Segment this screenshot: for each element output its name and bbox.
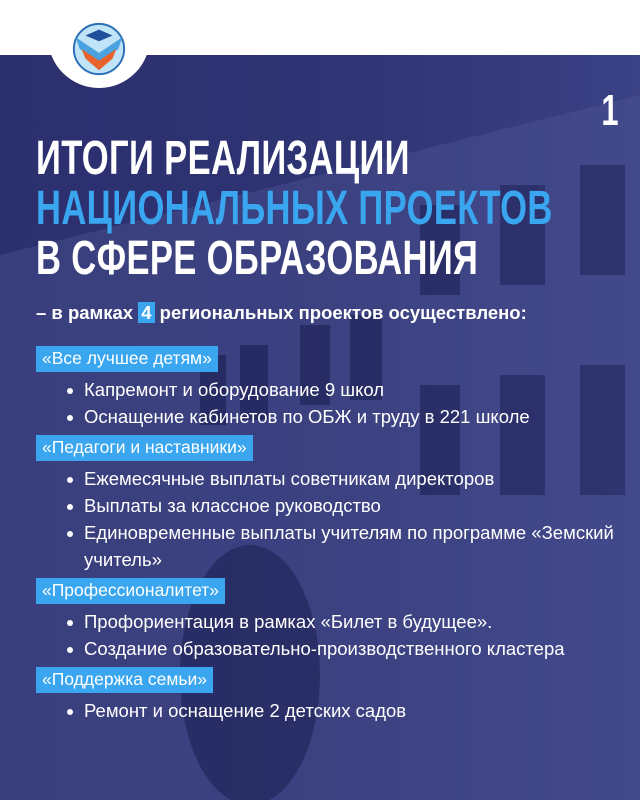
section-label: «Поддержка семьи» [36, 667, 213, 693]
list-item: Выплаты за классное руководство [64, 492, 616, 519]
list-item: Оснащение кабинетов по ОБЖ и труду в 221 школе [64, 403, 616, 430]
projects-count-badge: 4 [138, 302, 154, 323]
page-number: 1 [600, 86, 618, 135]
title-line-1: ИТОГИ РЕАЛИЗАЦИИ [36, 132, 410, 185]
section-label: «Все лучшее детям» [36, 346, 218, 372]
section-label: «Профессионалитет» [36, 578, 225, 604]
page-title [36, 134, 553, 284]
list-item: Капремонт и оборудование 9 школ [64, 376, 616, 403]
list-item: Единовременные выплаты учителям по программе «Земский учитель» [64, 519, 616, 573]
section-label: «Педагоги и наставники» [36, 435, 253, 461]
education-logo-icon [70, 20, 128, 78]
intro-before: – в рамках [36, 302, 139, 323]
title-line-3: В СФЕРЕ ОБРАЗОВАНИЯ [36, 232, 479, 285]
list-item: Ежемесячные выплаты советникам директоров [64, 465, 616, 492]
list-item: Ремонт и оснащение 2 детских садов [64, 697, 616, 724]
intro-text [36, 302, 527, 324]
intro-after: региональных проектов осуществлено: [154, 302, 527, 323]
list-item: Профориентация в рамках «Билет в будущее». [64, 608, 616, 635]
projects-list [36, 346, 616, 729]
title-line-2: НАЦИОНАЛЬНЫХ ПРОЕКТОВ [36, 182, 553, 235]
list-item: Создание образовательно-производственного кластера [64, 635, 616, 662]
